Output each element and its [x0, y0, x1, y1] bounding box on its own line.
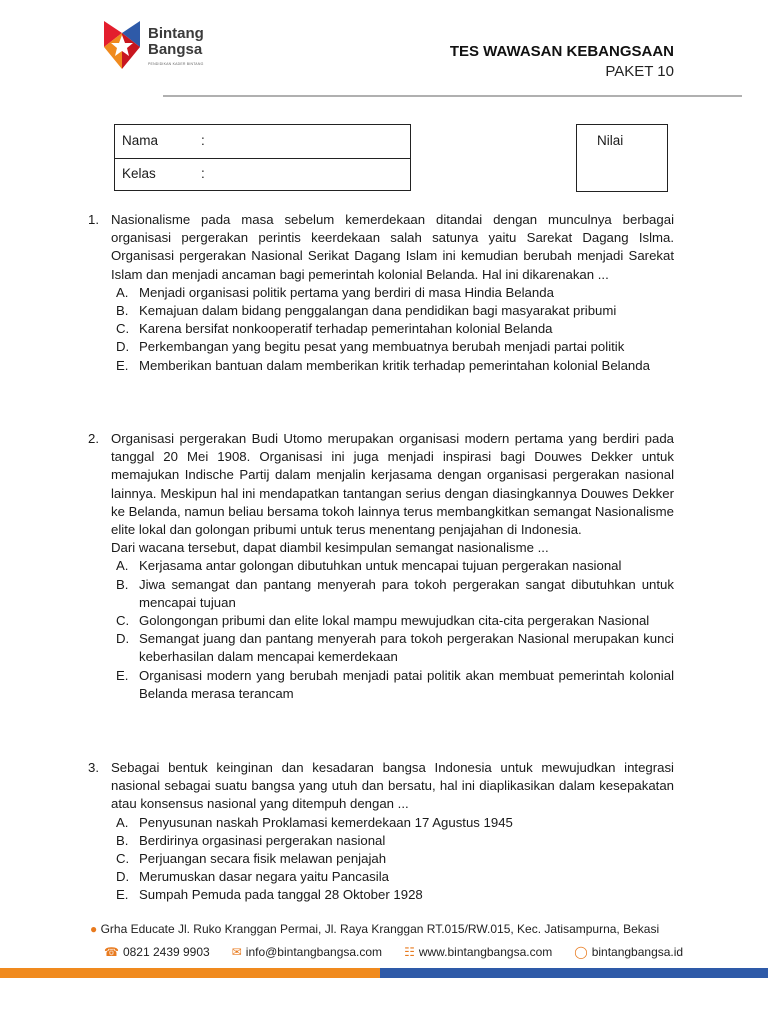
- question-text: Nasionalisme pada masa sebelum kemerdekaan ditandai dengan munculnya berbagai organisasi pergerakan perintis keerdekaan salah satunya yaitu Sarekat Dagang Islma. Organisasi pergerakan Nasional Serikat Dagang Islam ini kemudian berubah menjadi Sarekat Islam dan menjadi ancaman bagi pemerintah kolonial Belanda. Hal ini dikarenakan ...: [111, 212, 674, 282]
- footer-address: [90, 922, 659, 936]
- question-number: 3.: [88, 760, 99, 775]
- mail-icon: ✉: [231, 945, 242, 959]
- class-label: Kelas: [122, 166, 156, 181]
- option-text: Merumuskan dasar negara yaitu Pancasila: [139, 869, 389, 885]
- option-text: Penyusunan naskah Proklamasi kemerdekaan 17 Agustus 1945: [139, 814, 513, 830]
- question-1: [88, 211, 674, 375]
- option-text: Kerjasama antar golongan dibutuhkan untuk mencapai tujuan pergerakan nasional: [139, 558, 622, 574]
- identity-box: [114, 124, 411, 191]
- option-text: Karena bersifat nonkooperatif terhadap pemerintahan kolonial Belanda: [139, 321, 553, 337]
- score-label: Nilai: [597, 133, 624, 148]
- brand-name: [148, 26, 204, 58]
- name-label: Nama: [122, 133, 159, 148]
- brand-logo-icon: [100, 17, 144, 73]
- brand-name-line1: Bintang: [148, 25, 204, 42]
- option-list: [111, 557, 674, 703]
- option-letter: C.: [116, 613, 130, 629]
- name-colon: :: [201, 133, 205, 148]
- option-e[interactable]: [111, 886, 674, 904]
- option-e[interactable]: [111, 357, 674, 375]
- option-text: Organisasi modern yang berubah menjadi patai politik akan membuat pemerintah kolonial Belanda merasa terancam: [139, 667, 674, 701]
- option-e[interactable]: [111, 667, 674, 703]
- brand-tagline: PENDIDIKAN KADER BINTANG: [148, 62, 204, 66]
- header-divider: [163, 95, 742, 97]
- website-text[interactable]: www.bintangbangsa.com: [418, 945, 553, 959]
- option-a[interactable]: [111, 284, 674, 302]
- class-colon: :: [201, 166, 205, 181]
- option-letter: D.: [116, 339, 130, 355]
- option-text: Jiwa semangat dan pantang menyerah para tokoh pergerakan sangat dibutuhkan untuk mencapai tujuan: [139, 576, 674, 610]
- option-d[interactable]: [111, 630, 674, 666]
- option-c[interactable]: [111, 850, 674, 868]
- document-subtitle: PAKET 10: [605, 63, 674, 80]
- footer-bar-orange: [0, 968, 380, 978]
- option-text: Semangat juang dan pantang menyerah para tokoh pergerakan Nasional merupakan kunci keberhasilan dalam mencapai kemerdekaan: [139, 631, 674, 665]
- option-text: Sumpah Pemuda pada tanggal 28 Oktober 1928: [139, 887, 423, 903]
- question-3: [88, 759, 674, 905]
- document-title: TES WAWASAN KEBANGSAAN: [449, 43, 674, 60]
- question-number: 2.: [88, 431, 99, 446]
- option-b[interactable]: [111, 302, 674, 320]
- option-text: Perjuangan secara fisik melawan penjajah: [139, 851, 387, 867]
- option-letter: B.: [116, 303, 129, 319]
- option-c[interactable]: [111, 612, 674, 630]
- question-prompt: Dari wacana tersebut, dapat diambil kesimpulan semangat nasionalisme ...: [111, 540, 549, 556]
- option-d[interactable]: [111, 868, 674, 886]
- option-c[interactable]: [111, 320, 674, 338]
- option-letter: E.: [116, 887, 129, 903]
- option-letter: D.: [116, 631, 130, 647]
- phone-text[interactable]: 0821 2439 9903: [122, 945, 210, 959]
- option-a[interactable]: [111, 557, 674, 575]
- email-text[interactable]: info@bintangbangsa.com: [245, 945, 383, 959]
- question-text: Organisasi pergerakan Budi Utomo merupakan organisasi modern pertama yang berdiri pada tanggal 20 Mei 1908. Organisasi ini juga menjadi inspirasi bagi Douwes Dekker untuk memajukan Indische Partij dalam menjalin kerjasama dengan organisasi pergerakan nasional lainnya. Meskipun hal ini mendapatkan tantangan serius dengan diasingkannya Douwes Dekker ke Belanda, namun beliau bersama tokoh lainnya terus membangkitkan semangat Nasionalisme elite lokal dan golongan pribumi untuk terus menentang penjajahan di Indonesia.: [111, 431, 674, 538]
- footer-bar-blue: [380, 968, 768, 978]
- option-letter: D.: [116, 869, 130, 885]
- address-text: Grha Educate Jl. Ruko Kranggan Permai, Jl. Raya Kranggan RT.015/RW.015, Kec. Jatisampurna, Bekasi: [100, 922, 660, 936]
- option-letter: B.: [116, 576, 129, 592]
- option-text: Berdirinya orgasinasi pergerakan nasional: [139, 832, 386, 848]
- option-letter: B.: [116, 832, 129, 848]
- instagram-text[interactable]: bintangbangsa.id: [591, 945, 684, 959]
- option-letter: E.: [116, 667, 129, 683]
- question-number: 1.: [88, 212, 99, 227]
- option-a[interactable]: [111, 814, 674, 832]
- phone-icon: ☎: [104, 945, 119, 959]
- option-text: Memberikan bantuan dalam memberikan kritik terhadap pemerintahan kolonial Belanda: [139, 357, 650, 373]
- footer-contacts: [104, 945, 683, 959]
- option-letter: E.: [116, 357, 129, 373]
- option-letter: C.: [116, 321, 130, 337]
- option-letter: A.: [116, 558, 129, 574]
- option-b[interactable]: [111, 576, 674, 612]
- option-letter: C.: [116, 851, 130, 867]
- globe-icon: ☷: [404, 945, 415, 959]
- brand-name-line2: Bangsa: [148, 41, 203, 58]
- option-letter: A.: [116, 814, 129, 830]
- instagram-icon: ◯: [574, 945, 588, 959]
- option-list: [111, 814, 674, 905]
- name-row[interactable]: [115, 125, 410, 159]
- option-d[interactable]: [111, 338, 674, 356]
- option-text: Menjadi organisasi politik pertama yang berdiri di masa Hindia Belanda: [139, 284, 554, 300]
- question-text: Sebagai bentuk keinginan dan kesadaran bangsa Indonesia untuk mewujudkan integrasi nasional sebagai suatu bangsa yang utuh dan bersatu, hal ini diaplikasikan dalam kesepakatan atau konsensus nasional yang ditempuh dengan ...: [111, 760, 674, 812]
- option-text: Perkembangan yang begitu pesat yang membuatnya berubah menjadi partai politik: [139, 339, 625, 355]
- option-text: Golongongan pribumi dan elite lokal mampu mewujudkan cita-cita pergerakan Nasional: [139, 613, 650, 629]
- score-box[interactable]: [576, 124, 668, 192]
- option-text: Kemajuan dalam bidang penggalangan dana pendidikan bagi masyarakat pribumi: [139, 303, 617, 319]
- option-b[interactable]: [111, 832, 674, 850]
- location-pin-icon: ●: [90, 922, 98, 936]
- question-2: [88, 430, 674, 703]
- option-list: [111, 284, 674, 375]
- class-row[interactable]: [115, 158, 410, 191]
- option-letter: A.: [116, 284, 129, 300]
